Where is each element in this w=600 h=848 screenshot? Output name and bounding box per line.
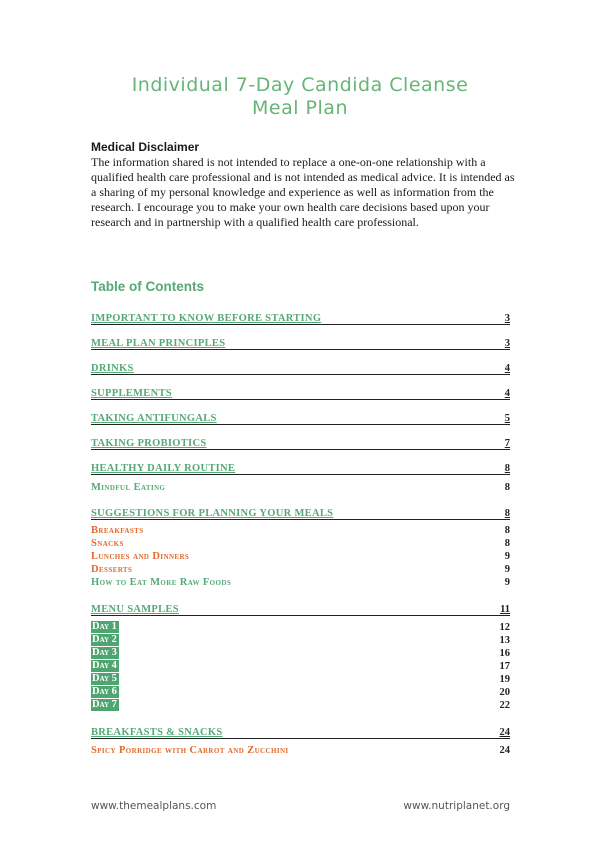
toc-entry-label: Day 2 bbox=[92, 634, 117, 645]
toc-entry-page: 12 bbox=[499, 622, 510, 633]
toc-entry-day-5[interactable] bbox=[91, 671, 510, 685]
toc-entry-page: 4 bbox=[504, 388, 510, 399]
toc-entry-label: Day 3 bbox=[92, 647, 117, 658]
toc-entry-label: IMPORTANT TO KNOW BEFORE STARTING bbox=[91, 313, 322, 324]
toc-entry-planning-meals[interactable] bbox=[91, 505, 510, 520]
disclaimer-body: The information shared is not intended to replace a one-on-one relationship with a qualified health care professional and is not intended as medical advice. It is intended as a sharing of my personal knowledge and experience as well as information from the research. I encourage you to make your own health care decisions based upon your research and in partnership with a qualified health care professional. bbox=[91, 155, 515, 229]
toc-entry-daily-routine[interactable] bbox=[91, 460, 510, 475]
toc-entry-raw-foods[interactable] bbox=[91, 574, 510, 588]
toc-entry-breakfasts-snacks[interactable] bbox=[91, 724, 510, 739]
disclaimer-heading: Medical Disclaimer bbox=[91, 140, 200, 154]
toc-entry-page: 16 bbox=[499, 648, 510, 659]
toc-entry-page: 9 bbox=[504, 564, 510, 575]
toc-entry-page: 8 bbox=[504, 508, 510, 519]
footer-right-url[interactable]: www.nutriplanet.org bbox=[403, 800, 510, 812]
toc-entry-label: How to Eat More Raw Foods bbox=[91, 577, 232, 588]
toc-entry-label: TAKING ANTIFUNGALS bbox=[91, 413, 217, 424]
toc-title: Table of Contents bbox=[91, 279, 204, 294]
toc-entry-page: 3 bbox=[504, 313, 510, 324]
toc-entry-label: MEAL PLAN PRINCIPLES bbox=[91, 338, 226, 349]
toc-entry-page: 11 bbox=[500, 604, 510, 615]
toc-entry-breakfasts[interactable] bbox=[91, 522, 510, 536]
toc-entry-page: 9 bbox=[504, 551, 510, 562]
toc-entry-probiotics[interactable] bbox=[91, 435, 510, 450]
toc-entry-day-3[interactable] bbox=[91, 645, 510, 659]
toc-entry-day-7[interactable] bbox=[91, 697, 510, 711]
toc-entry-drinks[interactable] bbox=[91, 360, 510, 375]
toc-entry-page: 3 bbox=[504, 338, 510, 349]
toc-entry-page: 4 bbox=[504, 363, 510, 374]
toc-entry-label: DRINKS bbox=[91, 363, 134, 374]
toc-entry-label: Day 7 bbox=[92, 699, 117, 710]
toc-entry-label: Day 5 bbox=[92, 673, 117, 684]
toc-entry-lunches-dinners[interactable] bbox=[91, 548, 510, 562]
toc-entry-page: 9 bbox=[504, 577, 510, 588]
toc-entry-principles[interactable] bbox=[91, 335, 510, 350]
title-line-2: Meal Plan bbox=[252, 97, 348, 119]
toc-entry-desserts[interactable] bbox=[91, 561, 510, 575]
toc-entry-label: SUPPLEMENTS bbox=[91, 388, 172, 399]
toc-entry-label: Mindful Eating bbox=[91, 482, 166, 493]
toc-entry-spicy-porridge[interactable] bbox=[91, 742, 510, 756]
toc-entry-page: 8 bbox=[504, 538, 510, 549]
toc-entry-label: HEALTHY DAILY ROUTINE bbox=[91, 463, 236, 474]
toc-entry-important[interactable] bbox=[91, 310, 510, 325]
toc-entry-page: 7 bbox=[504, 438, 510, 449]
toc-entry-day-2[interactable] bbox=[91, 632, 510, 646]
toc-entry-page: 8 bbox=[504, 463, 510, 474]
toc-entry-day-4[interactable] bbox=[91, 658, 510, 672]
toc-entry-page: 8 bbox=[504, 482, 510, 493]
toc-entry-snacks[interactable] bbox=[91, 535, 510, 549]
toc-entry-label: SUGGESTIONS FOR PLANNING YOUR MEALS bbox=[91, 508, 334, 519]
toc-entry-page: 24 bbox=[499, 745, 510, 756]
toc-entry-label: Spicy Porridge with Carrot and Zucchini bbox=[91, 745, 289, 756]
toc-entry-label: Day 4 bbox=[92, 660, 117, 671]
document-title bbox=[0, 74, 600, 120]
toc-entry-page: 22 bbox=[499, 700, 510, 711]
toc-entry-page: 19 bbox=[499, 674, 510, 685]
toc-entry-label: Day 1 bbox=[92, 621, 117, 632]
toc-entry-page: 24 bbox=[499, 727, 510, 738]
toc-entry-label: Desserts bbox=[91, 564, 133, 575]
toc-entry-supplements[interactable] bbox=[91, 385, 510, 400]
toc-entry-label: BREAKFASTS & SNACKS bbox=[91, 727, 223, 738]
toc-entry-label: Breakfasts bbox=[91, 525, 144, 536]
toc-entry-day-6[interactable] bbox=[91, 684, 510, 698]
toc-entry-label: Snacks bbox=[91, 538, 124, 549]
toc-entry-page: 13 bbox=[499, 635, 510, 646]
toc-entry-label: TAKING PROBIOTICS bbox=[91, 438, 207, 449]
toc-entry-page: 5 bbox=[504, 413, 510, 424]
toc-entry-day-1[interactable] bbox=[91, 619, 510, 633]
toc-entry-menu-samples[interactable] bbox=[91, 601, 510, 616]
toc-entry-label: Day 6 bbox=[92, 686, 117, 697]
toc-entry-page: 8 bbox=[504, 525, 510, 536]
toc-entry-page: 17 bbox=[499, 661, 510, 672]
title-line-1: Individual 7-Day Candida Cleanse bbox=[131, 74, 469, 96]
footer-left-url[interactable]: www.themealplans.com bbox=[91, 800, 217, 812]
toc-entry-mindful-eating[interactable] bbox=[91, 479, 510, 493]
toc-entry-page: 20 bbox=[499, 687, 510, 698]
toc-entry-antifungals[interactable] bbox=[91, 410, 510, 425]
toc-entry-label: Lunches and Dinners bbox=[91, 551, 190, 562]
toc-entry-label: MENU SAMPLES bbox=[91, 604, 179, 615]
